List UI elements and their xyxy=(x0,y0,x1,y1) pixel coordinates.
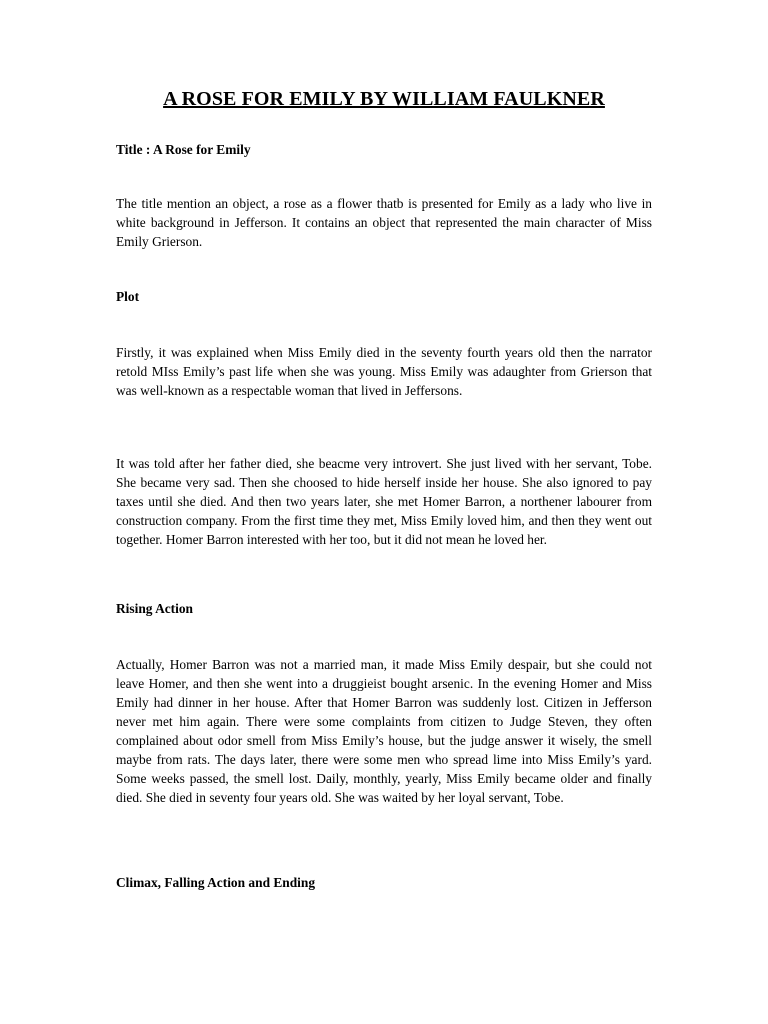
paragraph-title-description: The title mention an object, a rose as a flower thatb is presented for Emily as a lady who live in white background in Jefferson. It contains an object that represented the main character of Miss Emily Grierson. xyxy=(116,196,652,249)
paragraph-plot-1: Firstly, it was explained when Miss Emily died in the seventy fourth years old then the narrator retold MIss Emily’s past life when she was young. Miss Emily was adaughter from Grierson that was well-known as a respectable woman that lived in Jeffersons. xyxy=(116,345,652,398)
paragraph-plot-2: It was told after her father died, she beacme very introvert. She just lived with her servant, Tobe. She became very sad. Then she choosed to hide herself inside her house. She also ignored to pay taxes until she died. And then two years later, she met Homer Barron, a northener labourer from construction company. From the first time they met, Miss Emily loved him, and then they went out together. Homer Barron interested with her too, but it did not mean he loved her. xyxy=(116,456,652,547)
section-heading-title: Title : A Rose for Emily xyxy=(116,142,251,157)
section-heading-climax: Climax, Falling Action and Ending xyxy=(116,875,316,890)
paragraph-rising-action: Actually, Homer Barron was not a married man, it made Miss Emily despair, but she could not leave Homer, and then she went into a druggieist bought arsenic. In the evening Homer and Miss Emily had dinner in her house. After that Homer Barron was suddenly lost. Citizen in Jefferson never met him again. There were some complaints from citizen to Judge Steven, they often complained about odor smell from Miss Emily’s house, but the judge answer it wisely, the smell maybe from rats. The days later, there were some men who spread lime into Miss Emily’s yard. Some weeks passed, the smell lost. Daily, monthly, yearly, Miss Emily became older and finally died. She died in seventy four years old. She was waited by her loyal servant, Tobe. xyxy=(116,657,652,805)
section-heading-plot: Plot xyxy=(116,289,140,304)
section-heading-rising-action: Rising Action xyxy=(116,601,194,616)
document-title: A ROSE FOR EMILY BY WILLIAM FAULKNER xyxy=(163,88,605,110)
